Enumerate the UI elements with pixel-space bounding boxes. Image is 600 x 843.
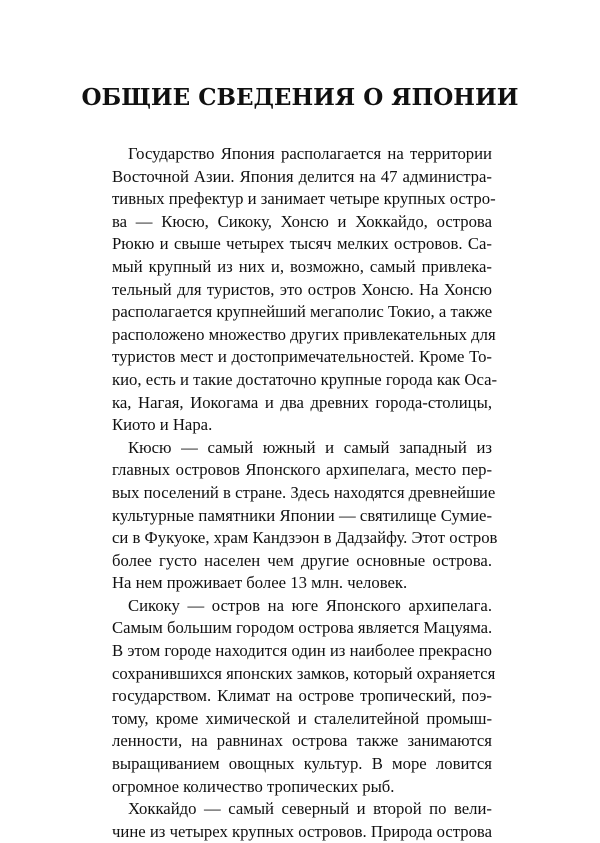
text-line: Государство Япония располагается на территории: [128, 144, 492, 163]
text-line: Самым большим городом острова является Мацуяма.: [112, 618, 493, 638]
text-line: вых поселений в стране. Здесь находятся древнейшие: [112, 482, 496, 502]
text-line: си в Фукуоке, храм Кандзэон в Дадзайфу. Этот остров: [112, 528, 498, 548]
text-line: ка, Нагая, Иокогама и два древних города-столицы,: [112, 392, 492, 412]
paragraph-general: [112, 143, 498, 437]
text-line: тивных префектур и занимает четыре крупных остро-: [112, 189, 496, 209]
text-line: кио, есть и такие достаточно крупные города как Оса-: [112, 369, 498, 389]
text-line: культурные памятники Японии — святилище Сумие-: [112, 505, 492, 525]
text-line: более густо населен чем другие основные острова.: [112, 550, 492, 570]
text-line: выращиванием овощных культур. В море ловится: [112, 754, 492, 774]
paragraph-kyushu: [112, 437, 498, 595]
text-line: Восточной Азии. Япония делится на 47 администра-: [112, 166, 492, 186]
text-line: располагается крупнейший мегаполис Токио, а также: [112, 302, 493, 322]
text-line: сохранившихся японских замков, который охраняется: [112, 663, 496, 683]
text-line: чине из четырех крупных островов. Природа острова: [112, 821, 492, 841]
text-line: тому, кроме химической и сталелитейной промыш-: [112, 708, 492, 728]
paragraph-shikoku: [112, 595, 496, 798]
paragraph-hokkaido: [112, 798, 492, 843]
text-line: Киото и Нара.: [112, 415, 213, 435]
body-text: [112, 143, 498, 843]
text-line: Кюсю — самый южный и самый западный из: [128, 437, 492, 457]
text-line: государством. Климат на острове тропический, поэ-: [112, 686, 492, 706]
text-line: огромное количество тропических рыб.: [112, 776, 395, 796]
text-line: В этом городе находится один из наиболее прекрасно: [112, 641, 492, 661]
page-title: ОБЩИЕ СВЕДЕНИЯ О ЯПОНИИ: [81, 84, 519, 111]
text-line: Рюкю и свыше четырех тысяч мелких островов. Са-: [112, 234, 492, 254]
text-line: тельный для туристов, это остров Хонсю. На Хонсю: [112, 279, 492, 299]
text-line: Хоккайдо — самый северный и второй по вели-: [128, 799, 492, 819]
text-line: На нем проживает более 13 млн. человек.: [112, 573, 408, 593]
text-line: туристов мест и достопримечательностей. Кроме То-: [112, 347, 492, 367]
text-line: мый крупный из них и, возможно, самый привлека-: [112, 256, 492, 276]
text-line: расположено множество других привлекательных для: [112, 324, 496, 344]
text-line: ва — Кюсю, Сикоку, Хонсю и Хоккайдо, острова: [112, 211, 492, 231]
text-line: ленности, на равнинах острова также занимаются: [112, 731, 492, 751]
text-line: Сикоку — остров на юге Японского архипелага.: [128, 595, 492, 615]
text-line: главных островов Японского архипелага, место пер-: [112, 460, 492, 480]
